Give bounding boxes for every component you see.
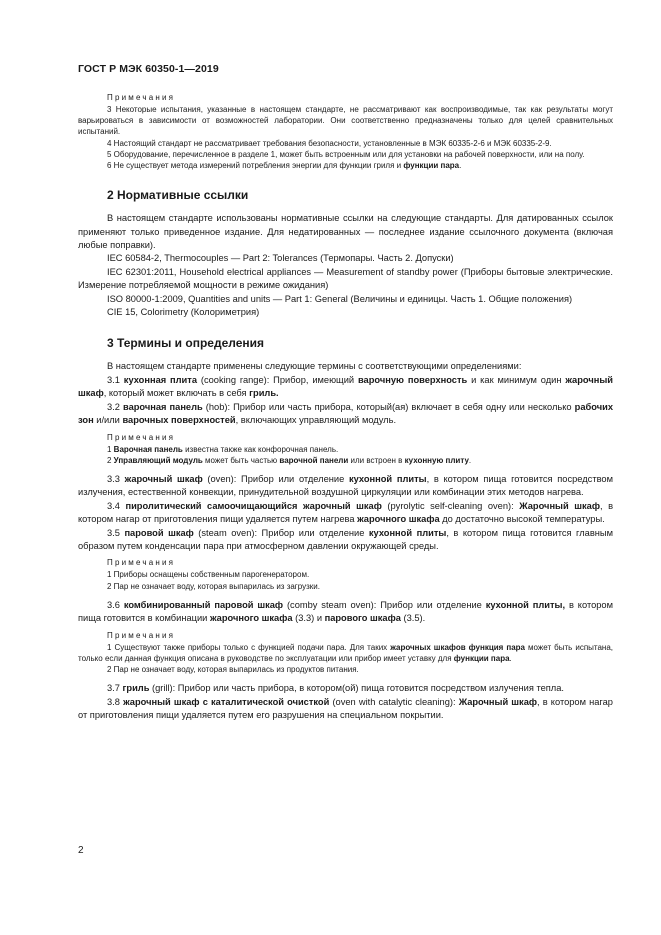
note-3-6-2: 2 Пар не означает воду, которая выпарилась из продуктов питания. <box>107 664 359 674</box>
term-3-6: 3.6 комбинированный паровой шкаф (comby steam oven): Прибор или отделение кухонной плиты, в котором пища готовится в комбинации жарочного шкафа (3.3) и парового шкафа (3.5). <box>78 599 613 624</box>
term-3-8: 3.8 жарочный шкаф с каталитической очисткой (oven with catalytic cleaning): Жарочный шкаф, в котором нагар от приготовления пищи удаляется путем его разрушения на специальном покрытии. <box>78 696 613 720</box>
ref-iec-60584: IEC 60584-2, Thermocouples — Part 2: Tolerances (Термопары. Часть 2. Допуски) <box>107 253 454 264</box>
term-3-7: 3.7 гриль (grill): Прибор или часть прибора, в котором(ой) пища готовится посредством излучения тепла. <box>107 683 564 694</box>
page-content <box>78 92 614 722</box>
term-3-4: 3.4 пиролитический самоочищающийся жарочный шкаф (pyrolytic self-cleaning oven): Жарочный шкаф, в котором нагар от приготовления пищи удаляется путем нагрева жарочного шкафа до достаточно высокой температуры. <box>78 500 614 525</box>
note-3-2-2: 2 Управляющий модуль может быть частью варочной панели или встроен в кухонную плиту. <box>107 455 472 465</box>
notes-heading: Примечания <box>107 432 176 442</box>
note-3: 3 Некоторые испытания, указанные в настоящем стандарте, не рассматривают как воспроизводимые, так как результаты могут варьироваться в зависимости от возможностей лаборатории. Они соответственно предназначены только для целей сравнительных испытаний. <box>78 105 613 137</box>
notes-heading: Примечания <box>107 630 176 640</box>
ref-iso-80000: ISO 80000-1:2009, Quantities and units — Part 1: General (Величины и единицы. Часть 1. Общие положения) <box>107 293 573 304</box>
note-3-6-1: 1 Существуют также приборы только с функцией подачи пара. Для таких жарочных шкафов функция пара может быть испытана, только если данная функция описана в руководстве по эксплуатации или прибор имеет уставку для функции пара. <box>78 642 614 663</box>
term-3-1: 3.1 кухонная плита (cooking range): Прибор, имеющий варочную поверхность и как минимум один жарочный шкаф, который может включать в себя гриль. <box>78 374 613 399</box>
ref-iec-62301: IEC 62301:2011, Household electrical appliances — Measurement of standby power (Приборы бытовые электрические. Измерение потребляемой мощности в режиме ожидания) <box>78 266 613 291</box>
notes-heading: Примечания <box>107 93 176 102</box>
note-3-5-2: 2 Пар не означает воду, которая выпарилась из загрузки. <box>107 581 320 591</box>
section-2-intro: В настоящем стандарте использованы нормативные ссылки на следующие стандарты. Для датированных ссылок применяют только приведенное издание. Для недатированных — последнее издание ссылочного документа (включая любые поправки). <box>78 213 613 251</box>
note-3-5-1: 1 Приборы оснащены собственным парогенератором. <box>107 570 310 580</box>
term-3-2: 3.2 варочная панель (hob): Прибор или часть прибора, который(ая) включает в себя одну или несколько рабочих зон и/или варочных поверхностей, включающих управляющий модуль. <box>78 401 613 426</box>
section-3-intro: В настоящем стандарте применены следующие термины с соответствующими определениями: <box>107 361 522 372</box>
term-3-3: 3.3 жарочный шкаф (oven): Прибор или отделение кухонной плиты, в котором пища готовится посредством излучения, естественной конвекции, принудительной воздушной циркуляции или комбинации этих методов нагрева. <box>78 473 613 498</box>
section-3-title: 3 Термины и определения <box>107 336 265 351</box>
note-3-2-1: 1 Варочная панель известна также как конфорочная панель. <box>107 444 339 454</box>
term-3-5: 3.5 паровой шкаф (steam oven): Прибор или отделение кухонной плиты, в котором пища готовится главным образом путем конденсации пара при атмосферном давлении окружающей среды. <box>78 527 613 551</box>
section-2-title: 2 Нормативные ссылки <box>107 188 249 203</box>
document-header: ГОСТ Р МЭК 60350-1—2019 <box>78 63 219 75</box>
note-5: 5 Оборудование, перечисленное в разделе 1, может быть встроенным или для установки на рабочей поверхности, или на полу. <box>107 149 585 159</box>
page-number: 2 <box>78 845 84 856</box>
ref-cie-15: CIE 15, Colorimetry (Колориметрия) <box>107 307 260 318</box>
note-4: 4 Настоящий стандарт не рассматривает требования безопасности, установленные в МЭК 60335-2-6 и МЭК 60335-2-9. <box>107 138 552 148</box>
note-6: 6 Не существует метода измерений потребления энергии для функции гриля и функции пара. <box>107 161 462 171</box>
notes-heading: Примечания <box>107 558 176 568</box>
